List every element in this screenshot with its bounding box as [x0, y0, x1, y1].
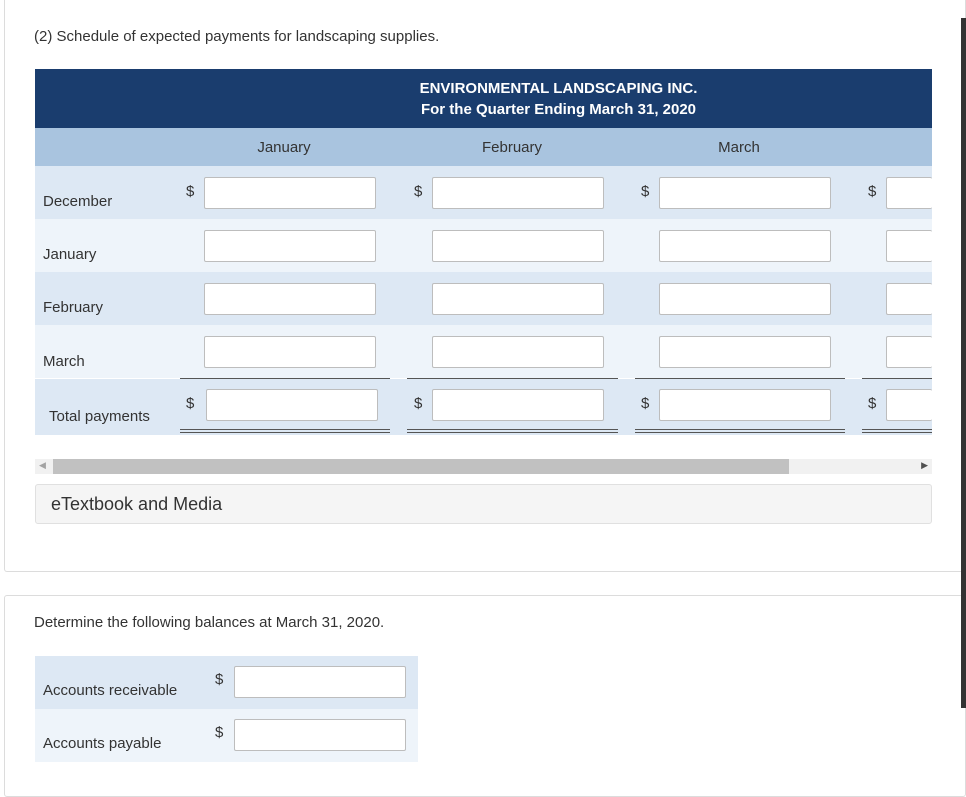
row-label-total: Total payments: [49, 408, 150, 425]
period-title: For the Quarter Ending March 31, 2020: [420, 101, 697, 118]
scroll-right-arrow-icon[interactable]: ▶: [921, 460, 928, 470]
balances-instructions: Determine the following balances at March 31, 2020.: [34, 614, 385, 631]
column-header-march: March: [718, 139, 760, 156]
total-double-rule: [407, 429, 618, 433]
table-title-header: [35, 69, 932, 128]
input-march-january[interactable]: [204, 336, 376, 368]
currency-symbol: $: [641, 395, 650, 412]
input-february-february[interactable]: [432, 283, 604, 315]
input-total-january[interactable]: [206, 389, 378, 421]
currency-symbol: $: [215, 671, 224, 688]
input-february-march[interactable]: [659, 283, 831, 315]
horizontal-scrollbar[interactable]: [35, 459, 932, 474]
label-accounts-receivable: Accounts receivable: [43, 682, 178, 699]
subtotal-rule: [862, 378, 932, 379]
currency-symbol: $: [186, 183, 195, 200]
total-double-rule: [635, 429, 845, 433]
input-january-february[interactable]: [432, 230, 604, 262]
input-march-total[interactable]: [886, 336, 932, 368]
row-label-january: January: [43, 246, 97, 263]
input-december-february[interactable]: [432, 177, 604, 209]
input-january-january[interactable]: [204, 230, 376, 262]
row-label-march: March: [43, 353, 85, 370]
currency-symbol: $: [641, 183, 650, 200]
input-january-march[interactable]: [659, 230, 831, 262]
input-february-january[interactable]: [204, 283, 376, 315]
input-february-total[interactable]: [886, 283, 932, 315]
input-december-january[interactable]: [204, 177, 376, 209]
row-label-february: February: [43, 299, 104, 316]
row-label-december: December: [43, 193, 113, 210]
input-january-total[interactable]: [886, 230, 932, 262]
schedule-instructions: (2) Schedule of expected payments for landscaping supplies.: [34, 28, 440, 45]
input-december-total[interactable]: [886, 177, 932, 209]
input-march-march[interactable]: [659, 336, 831, 368]
etextbook-media-button[interactable]: eTextbook and Media: [35, 484, 932, 524]
column-header-february: February: [481, 139, 543, 156]
subtotal-rule: [407, 378, 618, 379]
currency-symbol: $: [414, 395, 423, 412]
input-total-total[interactable]: [886, 389, 932, 421]
input-total-february[interactable]: [432, 389, 604, 421]
currency-symbol: $: [215, 724, 224, 741]
input-accounts-receivable[interactable]: [234, 666, 406, 698]
company-name: ENVIRONMENTAL LANDSCAPING INC.: [419, 80, 698, 97]
total-double-rule: [180, 429, 390, 433]
input-march-february[interactable]: [432, 336, 604, 368]
scroll-left-arrow-icon[interactable]: ◀: [39, 460, 46, 470]
total-double-rule: [862, 429, 932, 433]
page-scrollbar[interactable]: [961, 18, 966, 708]
currency-symbol: $: [868, 183, 877, 200]
scrollbar-thumb[interactable]: [53, 459, 789, 474]
input-accounts-payable[interactable]: [234, 719, 406, 751]
column-header-row: [35, 128, 932, 166]
column-header-january: January: [257, 139, 311, 156]
currency-symbol: $: [414, 183, 423, 200]
input-december-march[interactable]: [659, 177, 831, 209]
subtotal-rule: [180, 378, 390, 379]
currency-symbol: $: [868, 395, 877, 412]
subtotal-rule: [635, 378, 845, 379]
currency-symbol: $: [186, 395, 195, 412]
input-total-march[interactable]: [659, 389, 831, 421]
label-accounts-payable: Accounts payable: [43, 735, 162, 752]
